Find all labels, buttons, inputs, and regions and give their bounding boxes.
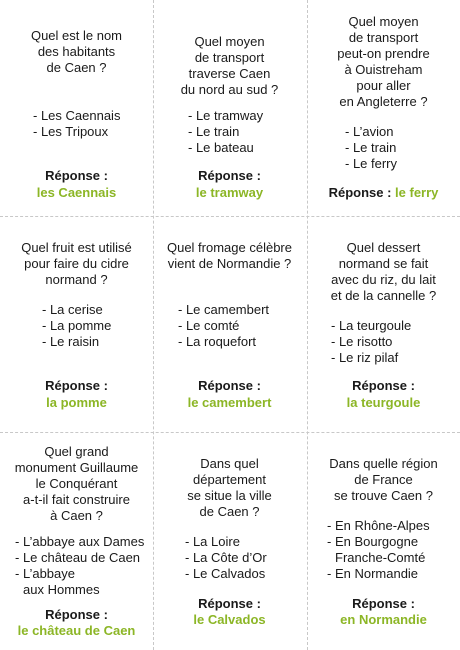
question-line: Quel dessert [346, 240, 421, 255]
quiz-card-5 [153, 216, 306, 432]
question [0, 28, 153, 76]
option: - En Bourgogne [327, 534, 419, 549]
question [0, 240, 153, 288]
option: - Le train [345, 140, 397, 155]
reponse-label: Réponse : [352, 378, 415, 393]
question-line: de Caen ? [199, 504, 260, 519]
option: - Les Tripoux [33, 124, 109, 139]
answer: en Normandie [340, 612, 427, 627]
question [307, 456, 460, 504]
option: - Le comté [178, 318, 240, 333]
question-line: peut-on prendre [337, 46, 430, 61]
question [153, 34, 306, 98]
quiz-card-4 [0, 216, 153, 432]
options [15, 534, 168, 598]
answer: la pomme [46, 395, 107, 410]
reponse-line [307, 185, 460, 201]
reponse-label: Réponse : [198, 168, 261, 183]
answer: la teurgoule [346, 395, 421, 410]
question-line: Quel est le nom [30, 28, 123, 43]
reponse-label: Réponse : [45, 607, 108, 622]
reponse-label: Réponse : [198, 378, 261, 393]
option: - Le train [188, 124, 240, 139]
option: - Les Caennais [33, 108, 121, 123]
reponse-label: Réponse : [45, 378, 108, 393]
question-line: en Angleterre ? [339, 94, 428, 109]
option: - Le Calvados [185, 566, 266, 581]
option: - Le risotto [331, 334, 393, 349]
option: - L’abbaye aux Dames [15, 534, 145, 549]
question-line: de transport [348, 30, 419, 45]
question-line: Quel moyen [194, 34, 265, 49]
quiz-card-1 [0, 0, 153, 216]
option: - La Loire [185, 534, 240, 549]
question-line: Quel moyen [348, 14, 419, 29]
question-line: Dans quel [200, 456, 259, 471]
question-line: Quel fruit est utilisé [21, 240, 132, 255]
question [307, 240, 460, 304]
question-line: Quel grand [44, 444, 109, 459]
reponse-label: Réponse : [352, 596, 415, 611]
question-line: avec du riz, du lait [331, 272, 436, 287]
option: - La teurgoule [331, 318, 412, 333]
quiz-card-6 [307, 216, 460, 432]
option: - La Côte d’Or [185, 550, 267, 565]
option: Franche-Comté [335, 550, 426, 565]
question-line: a-t-il fait construire [23, 492, 130, 507]
answer: le ferry [395, 185, 439, 200]
option: - L’abbaye [15, 566, 75, 581]
options [331, 318, 460, 366]
question-line: de France [354, 472, 413, 487]
question-line: Dans quelle région [329, 456, 438, 471]
option: - L’avion [345, 124, 394, 139]
question-line: pour aller [356, 78, 411, 93]
option: aux Hommes [23, 582, 100, 597]
question [0, 444, 153, 524]
question-line: à Ouistreham [344, 62, 423, 77]
option: - La roquefort [178, 334, 257, 349]
quiz-card-7 [0, 432, 153, 648]
question-line: normand ? [45, 272, 108, 287]
question-line: vient de Normandie ? [167, 256, 292, 271]
quiz-card-8 [153, 432, 306, 648]
question-line: du nord au sud ? [180, 82, 279, 97]
question-line: monument Guillaume [14, 460, 139, 475]
quiz-card-9 [307, 432, 460, 648]
question-line: Quel fromage célèbre [166, 240, 292, 255]
question [153, 240, 306, 272]
answer: le château de Caen [17, 623, 136, 638]
option: - En Normandie [327, 566, 419, 581]
answer: le tramway [195, 185, 264, 200]
option: - En Rhône-Alpes [327, 518, 430, 533]
question-line: pour faire du cidre [24, 256, 129, 271]
reponse-label: Réponse : [45, 168, 108, 183]
question-line: normand se fait [338, 256, 429, 271]
question-line: et de la cannelle ? [330, 288, 437, 303]
question-line: département [193, 472, 266, 487]
option: - Le château de Caen [15, 550, 141, 565]
options [345, 124, 460, 172]
quiz-card-2 [153, 0, 306, 216]
question-line: se trouve Caen ? [333, 488, 433, 503]
option: - Le tramway [188, 108, 264, 123]
option: - La pomme [42, 318, 112, 333]
option: - Le raisin [42, 334, 100, 349]
question-line: traverse Caen [188, 66, 271, 81]
answer: les Caennais [36, 185, 117, 200]
question [307, 14, 460, 110]
question-line: des habitants [37, 44, 116, 59]
option: - Le riz pilaf [331, 350, 399, 365]
options [327, 518, 460, 582]
answer: le camembert [187, 395, 272, 410]
reponse-label: Réponse : [328, 185, 392, 200]
reponse-label: Réponse : [198, 596, 261, 611]
question-line: de Caen ? [46, 60, 107, 75]
question-line: à Caen ? [50, 508, 103, 523]
question-line: se situe la ville [187, 488, 272, 503]
answer: le Calvados [193, 612, 266, 627]
question-line: de transport [194, 50, 265, 65]
option: - Le bateau [188, 140, 254, 155]
quiz-card-3 [307, 0, 460, 216]
question [153, 456, 306, 520]
option: - Le ferry [345, 156, 398, 171]
option: - Le camembert [178, 302, 270, 317]
question-line: le Conquérant [35, 476, 118, 491]
option: - La cerise [42, 302, 103, 317]
